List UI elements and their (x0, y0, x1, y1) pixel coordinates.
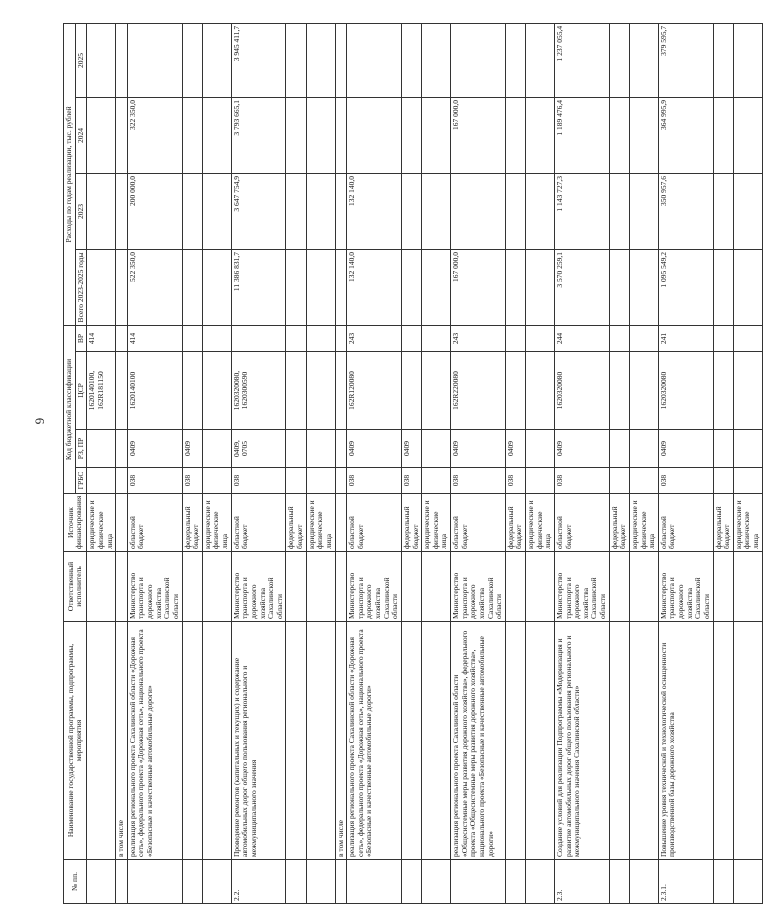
row-total: 3 570 259,1 (554, 249, 609, 325)
row-2023 (422, 173, 451, 249)
row-csr: 1620320080 (658, 352, 713, 430)
row-vr (526, 325, 555, 351)
row-2025 (629, 23, 658, 97)
row-2025 (526, 23, 555, 97)
row-grbs (526, 468, 555, 494)
row-2024 (87, 97, 116, 173)
row-2025 (87, 23, 116, 97)
row-grbs: 038 (401, 468, 421, 494)
row-2024 (202, 97, 231, 173)
table-row (202, 23, 231, 903)
row-2025: 3 945 411,7 (231, 23, 286, 97)
row-total (505, 249, 525, 325)
row-vr (713, 325, 733, 351)
row-name: реализация регионального проекта Сахалинской области «Дорожная сеть», федерального проекта «Дорожная сеть», национального проекта «Безопасные и качественные автомобильные дороги» (127, 622, 182, 860)
row-number: 2.3. (554, 860, 609, 904)
row-responsible (733, 552, 762, 622)
row-2023 (116, 173, 128, 249)
row-name (733, 622, 762, 860)
row-rzpr: 0409 (401, 430, 421, 468)
budget-table-container (63, 24, 760, 904)
row-responsible: Министерство транспорта и дорожного хозяйства Сахалинской области (231, 552, 286, 622)
row-csr (526, 352, 555, 430)
table-row (347, 23, 402, 903)
row-number: 2.3.1. (658, 860, 713, 904)
row-2023: 200 000,0 (127, 173, 182, 249)
row-name (609, 622, 629, 860)
row-2023 (182, 173, 202, 249)
header-total: Всего 2023-2025 годы (75, 249, 87, 325)
row-vr: 241 (658, 325, 713, 351)
row-csr (733, 352, 762, 430)
row-number (526, 860, 555, 904)
row-total (306, 249, 335, 325)
row-rzpr (335, 430, 347, 468)
row-2025 (401, 23, 421, 97)
row-responsible (401, 552, 421, 622)
row-source: федеральный бюджет (505, 494, 525, 552)
table-row (658, 23, 713, 903)
row-vr (286, 325, 306, 351)
table-row (401, 23, 421, 903)
row-source: федеральный бюджет (401, 494, 421, 552)
row-2024: 1 189 476,4 (554, 97, 609, 173)
row-rzpr: 0409 (127, 430, 182, 468)
row-name (286, 622, 306, 860)
row-name (526, 622, 555, 860)
row-name (422, 622, 451, 860)
header-name: Наименование государственной программы, подпрограммы, мероприятия (64, 622, 87, 860)
row-name: в том числе (116, 622, 128, 860)
table-row (554, 23, 609, 903)
header-responsible: Ответственный исполнитель (64, 552, 87, 622)
row-vr (733, 325, 762, 351)
row-rzpr: 0409 (347, 430, 402, 468)
row-2025 (335, 23, 347, 97)
row-source: областной бюджет (347, 494, 402, 552)
row-2023 (451, 173, 506, 249)
row-rzpr: 0409 (451, 430, 506, 468)
row-2024 (505, 97, 525, 173)
row-total: 522 350,0 (127, 249, 182, 325)
table-row (335, 23, 347, 903)
row-total (401, 249, 421, 325)
row-total (116, 249, 128, 325)
row-name (182, 622, 202, 860)
row-number (629, 860, 658, 904)
row-rzpr: 0409 (554, 430, 609, 468)
row-total (609, 249, 629, 325)
row-2024: 322 350,0 (127, 97, 182, 173)
row-csr (422, 352, 451, 430)
row-responsible (306, 552, 335, 622)
row-grbs (202, 468, 231, 494)
row-grbs: 038 (347, 468, 402, 494)
row-2024 (335, 97, 347, 173)
row-vr (629, 325, 658, 351)
row-source: юридические и физические лица (733, 494, 762, 552)
row-responsible: Министерство транспорта и дорожного хозяйства Сахалинской области (127, 552, 182, 622)
row-rzpr (609, 430, 629, 468)
row-2025 (609, 23, 629, 97)
row-2023: 1 143 727,3 (554, 173, 609, 249)
row-source: федеральный бюджет (713, 494, 733, 552)
row-grbs: 038 (451, 468, 506, 494)
row-csr (335, 352, 347, 430)
row-grbs (422, 468, 451, 494)
row-rzpr: 0409 (658, 430, 713, 468)
row-source: областной бюджет (658, 494, 713, 552)
table-row (609, 23, 629, 903)
row-2025: 379 595,7 (658, 23, 713, 97)
row-2024 (526, 97, 555, 173)
header-vr: ВР (75, 325, 87, 351)
row-grbs (629, 468, 658, 494)
row-rzpr (306, 430, 335, 468)
row-rzpr (286, 430, 306, 468)
row-vr (422, 325, 451, 351)
row-name: Создание условий для реализации Подпрограммы «Модернизация и развитие автомобильных дорог общего пользования регионального и межмуниципального значения Сахалинской области» (554, 622, 609, 860)
row-2023 (733, 173, 762, 249)
row-vr (505, 325, 525, 351)
row-2023: 132 140,0 (347, 173, 402, 249)
header-kbk: Код бюджетной классификации (64, 325, 76, 493)
row-total: 132 140,0 (347, 249, 402, 325)
table-row (713, 23, 733, 903)
table-row (87, 23, 116, 903)
row-vr: 414 (127, 325, 182, 351)
row-source (116, 494, 128, 552)
row-grbs (116, 468, 128, 494)
row-rzpr (422, 430, 451, 468)
row-rzpr (713, 430, 733, 468)
row-csr: 1620320080 (554, 352, 609, 430)
row-rzpr (116, 430, 128, 468)
page-number: 6 (32, 417, 48, 425)
row-csr (116, 352, 128, 430)
table-row (306, 23, 335, 903)
row-csr (401, 352, 421, 430)
row-number (609, 860, 629, 904)
row-responsible: Министерство транспорта и дорожного хозяйства Сахалинской области (451, 552, 506, 622)
row-2023 (609, 173, 629, 249)
row-rzpr: 0409 (182, 430, 202, 468)
row-2025 (713, 23, 733, 97)
header-rzpr: РЗ, ПР (75, 430, 87, 468)
row-grbs (609, 468, 629, 494)
row-total: 11 386 831,7 (231, 249, 286, 325)
row-2025 (733, 23, 762, 97)
row-responsible (505, 552, 525, 622)
table-row (286, 23, 306, 903)
row-name: реализация регионального проекта Сахалинской области «Дорожная сеть», федерального проекта «Дорожная сеть», национального проекта «Безопасные и качественные автомобильные дороги» (347, 622, 402, 860)
row-total (526, 249, 555, 325)
table-row (526, 23, 555, 903)
row-source: юридические и физические лица (306, 494, 335, 552)
row-csr (202, 352, 231, 430)
header-2024: 2024 (75, 97, 87, 173)
row-responsible: Министерство транспорта и дорожного хозяйства Сахалинской области (347, 552, 402, 622)
row-number (87, 860, 116, 904)
row-responsible (713, 552, 733, 622)
row-2023 (505, 173, 525, 249)
row-total (335, 249, 347, 325)
row-responsible (87, 552, 116, 622)
row-2025 (202, 23, 231, 97)
row-total: 167 000,0 (451, 249, 506, 325)
row-2025 (116, 23, 128, 97)
row-2025 (286, 23, 306, 97)
row-grbs (286, 468, 306, 494)
row-csr (609, 352, 629, 430)
row-name: в том числе (335, 622, 347, 860)
header-2023: 2023 (75, 173, 87, 249)
row-name (306, 622, 335, 860)
row-vr (182, 325, 202, 351)
row-csr (713, 352, 733, 430)
row-number (347, 860, 402, 904)
header-2025: 2025 (75, 23, 87, 97)
row-name (202, 622, 231, 860)
row-responsible (422, 552, 451, 622)
row-source: областной бюджет (127, 494, 182, 552)
row-2025 (347, 23, 402, 97)
row-2025 (306, 23, 335, 97)
table-row (116, 23, 128, 903)
row-source: федеральный бюджет (286, 494, 306, 552)
row-responsible: Министерство транспорта и дорожного хозяйства Сахалинской области (554, 552, 609, 622)
row-source: юридические и физические лица (422, 494, 451, 552)
row-grbs (713, 468, 733, 494)
row-total (629, 249, 658, 325)
row-number (182, 860, 202, 904)
row-2024 (713, 97, 733, 173)
row-2025 (127, 23, 182, 97)
row-number (713, 860, 733, 904)
row-grbs (335, 468, 347, 494)
row-2024 (401, 97, 421, 173)
row-vr: 243 (347, 325, 402, 351)
row-source: областной бюджет (231, 494, 286, 552)
row-2024: 3 793 665,1 (231, 97, 286, 173)
row-2024 (733, 97, 762, 173)
row-vr (609, 325, 629, 351)
row-rzpr (629, 430, 658, 468)
table-row (127, 23, 182, 903)
row-grbs (733, 468, 762, 494)
row-source: юридические и физические лица (202, 494, 231, 552)
row-responsible (286, 552, 306, 622)
row-2025 (422, 23, 451, 97)
row-source: федеральный бюджет (182, 494, 202, 552)
row-source (335, 494, 347, 552)
row-total: 1 095 549,2 (658, 249, 713, 325)
row-2023 (713, 173, 733, 249)
row-total (713, 249, 733, 325)
header-row-1 (64, 23, 76, 903)
row-2024: 364 995,9 (658, 97, 713, 173)
table-row (422, 23, 451, 903)
row-responsible (116, 552, 128, 622)
row-csr: 1620320080, 1620300590 (231, 352, 286, 430)
header-expenses: Расходы по годам реализации, тыс. рублей (64, 23, 76, 325)
row-2023 (306, 173, 335, 249)
row-2024 (422, 97, 451, 173)
row-grbs (87, 468, 116, 494)
row-grbs: 038 (231, 468, 286, 494)
row-vr (116, 325, 128, 351)
row-source: юридические и физические лица (87, 494, 116, 552)
row-total (286, 249, 306, 325)
row-csr (629, 352, 658, 430)
row-responsible (629, 552, 658, 622)
row-name (401, 622, 421, 860)
table-row (629, 23, 658, 903)
row-number (401, 860, 421, 904)
row-number (202, 860, 231, 904)
row-rzpr (87, 430, 116, 468)
row-source: областной бюджет (451, 494, 506, 552)
row-2024 (629, 97, 658, 173)
row-source: областной бюджет (554, 494, 609, 552)
row-grbs: 038 (658, 468, 713, 494)
row-2023 (286, 173, 306, 249)
row-source: юридические и физические лица (526, 494, 555, 552)
row-rzpr: 0409, 0705 (231, 430, 286, 468)
row-rzpr (202, 430, 231, 468)
row-grbs (306, 468, 335, 494)
row-responsible: Министерство транспорта и дорожного хозяйства Сахалинской области (658, 552, 713, 622)
row-number: 2.2. (231, 860, 286, 904)
row-csr (306, 352, 335, 430)
table-row (451, 23, 506, 903)
row-vr: 414 (87, 325, 116, 351)
row-csr: 162R220080 (451, 352, 506, 430)
row-number (116, 860, 128, 904)
row-number (127, 860, 182, 904)
header-no: № пп. (64, 860, 87, 904)
row-source: федеральный бюджет (609, 494, 629, 552)
row-vr: 243 (451, 325, 506, 351)
row-csr: 1620140100, 162R181150 (87, 352, 116, 430)
row-name (505, 622, 525, 860)
row-number (422, 860, 451, 904)
row-rzpr: 0409 (505, 430, 525, 468)
row-2023 (526, 173, 555, 249)
table-row (733, 23, 762, 903)
table-row (505, 23, 525, 903)
row-2023: 3 647 754,9 (231, 173, 286, 249)
row-total (202, 249, 231, 325)
row-grbs: 038 (505, 468, 525, 494)
budget-table (63, 23, 763, 904)
table-row (231, 23, 286, 903)
row-responsible (182, 552, 202, 622)
row-name: Повышение уровня технической и технологической оснащенности производственной базы дорожного хозяйства (658, 622, 713, 860)
row-csr (505, 352, 525, 430)
row-name: Проведение ремонтов (капитальных и текущих) и содержание автомобильных дорог общего пользования регионального и межмуниципального значения (231, 622, 286, 860)
row-grbs: 038 (127, 468, 182, 494)
row-responsible (335, 552, 347, 622)
header-grbs: ГРБС (75, 468, 87, 494)
row-2023: 350 957,6 (658, 173, 713, 249)
row-2024 (182, 97, 202, 173)
row-number (286, 860, 306, 904)
row-2023 (335, 173, 347, 249)
row-2024: 167 000,0 (451, 97, 506, 173)
row-vr (202, 325, 231, 351)
row-responsible (526, 552, 555, 622)
row-2023 (87, 173, 116, 249)
row-2025 (451, 23, 506, 97)
header-source: Источник финансирования (64, 494, 87, 552)
row-number (451, 860, 506, 904)
row-name: реализация регионального проекта Сахалинской области «Общесистемные меры развития дорожного хозяйства», федерального проекта «Общесистемные меры развития дорожного хозяйства», национального проекта «Безопасные и качественные автомобильные дороги» (451, 622, 506, 860)
row-2024 (347, 97, 402, 173)
row-rzpr (733, 430, 762, 468)
row-source: юридические и физические лица (629, 494, 658, 552)
row-2024 (306, 97, 335, 173)
row-csr (182, 352, 202, 430)
row-total (733, 249, 762, 325)
row-vr (231, 325, 286, 351)
row-number (306, 860, 335, 904)
row-number (733, 860, 762, 904)
row-vr: 244 (554, 325, 609, 351)
row-name (629, 622, 658, 860)
row-responsible (609, 552, 629, 622)
row-2025 (182, 23, 202, 97)
row-vr (306, 325, 335, 351)
row-grbs: 038 (554, 468, 609, 494)
row-csr: 162R120080 (347, 352, 402, 430)
row-total (422, 249, 451, 325)
row-2025: 1 237 055,4 (554, 23, 609, 97)
row-csr: 1620140100 (127, 352, 182, 430)
row-2023 (202, 173, 231, 249)
row-rzpr (526, 430, 555, 468)
row-2025 (505, 23, 525, 97)
table-body (87, 23, 762, 903)
row-2024 (116, 97, 128, 173)
row-number (335, 860, 347, 904)
row-2024 (286, 97, 306, 173)
row-grbs: 038 (182, 468, 202, 494)
row-number (505, 860, 525, 904)
row-responsible (202, 552, 231, 622)
row-name (713, 622, 733, 860)
row-name (87, 622, 116, 860)
row-vr (335, 325, 347, 351)
table-row (182, 23, 202, 903)
row-csr (286, 352, 306, 430)
row-vr (401, 325, 421, 351)
row-2023 (629, 173, 658, 249)
row-2024 (609, 97, 629, 173)
row-2023 (401, 173, 421, 249)
row-total (182, 249, 202, 325)
row-total (87, 249, 116, 325)
header-csr: ЦСР (75, 352, 87, 430)
